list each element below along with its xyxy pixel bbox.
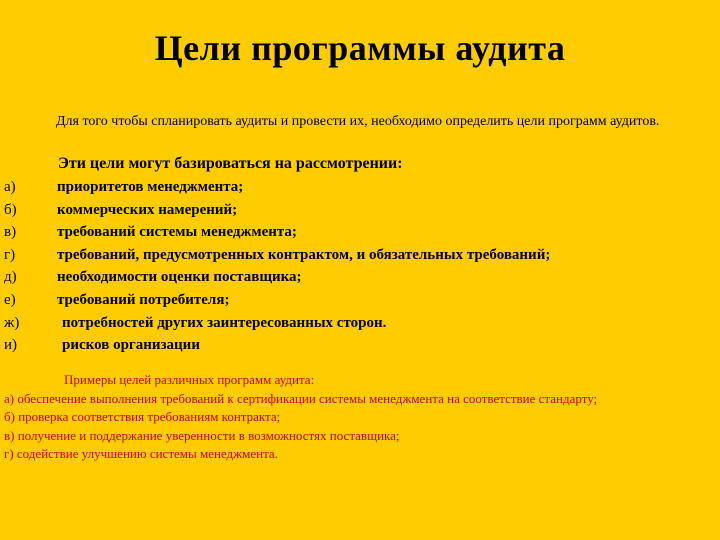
base-marker: а) [4, 179, 16, 195]
base-marker: г) [4, 246, 16, 263]
base-text: рисков организации [62, 337, 200, 354]
base-text: коммерческих намерений; [57, 201, 238, 218]
base-marker: в) [4, 224, 17, 241]
base-item [4, 312, 716, 335]
base-item [4, 289, 716, 312]
base-text: требований системы менеджмента; [57, 224, 297, 241]
examples-heading: Примеры целей различных программ аудита: [64, 372, 315, 387]
bases-subheading: Эти цели могут базироваться на рассмотрении: [58, 155, 403, 172]
base-text: требований потребителя; [57, 291, 230, 308]
example-item: а) обеспечение выполнения требований к сертификации системы менеджмента на соответствие стандарту; [4, 390, 598, 406]
base-marker: д) [4, 269, 17, 286]
base-marker: ж) [4, 314, 20, 331]
base-item [4, 199, 716, 222]
base-item [4, 334, 716, 357]
base-item [4, 244, 716, 267]
base-text: приоритетов менеджмента; [57, 179, 244, 195]
example-item: г) содействие улучшению системы менеджмента. [4, 446, 278, 461]
example-item: б) проверка соответствия требованиям контракта; [4, 409, 281, 424]
base-marker: е) [4, 291, 16, 308]
examples-block [4, 371, 716, 464]
bases-list [4, 176, 716, 357]
slide-title: Цели программы аудита [154, 28, 566, 68]
base-text: необходимости оценки поставщика; [57, 269, 302, 286]
base-text: потребностей других заинтересованных сторон. [62, 314, 387, 331]
intro-paragraph: Для того чтобы спланировать аудиты и провести их, необходимо определить цели программ аудитов. [56, 114, 660, 129]
base-item [4, 176, 716, 199]
base-marker: и) [4, 337, 18, 354]
example-item: в) получение и поддержание уверенности в возможностях поставщика; [4, 427, 400, 443]
base-item [4, 266, 716, 289]
base-marker: б) [4, 201, 17, 218]
base-item [4, 221, 716, 244]
base-text: требований, предусмотренных контрактом, и обязательных требований; [57, 246, 551, 263]
